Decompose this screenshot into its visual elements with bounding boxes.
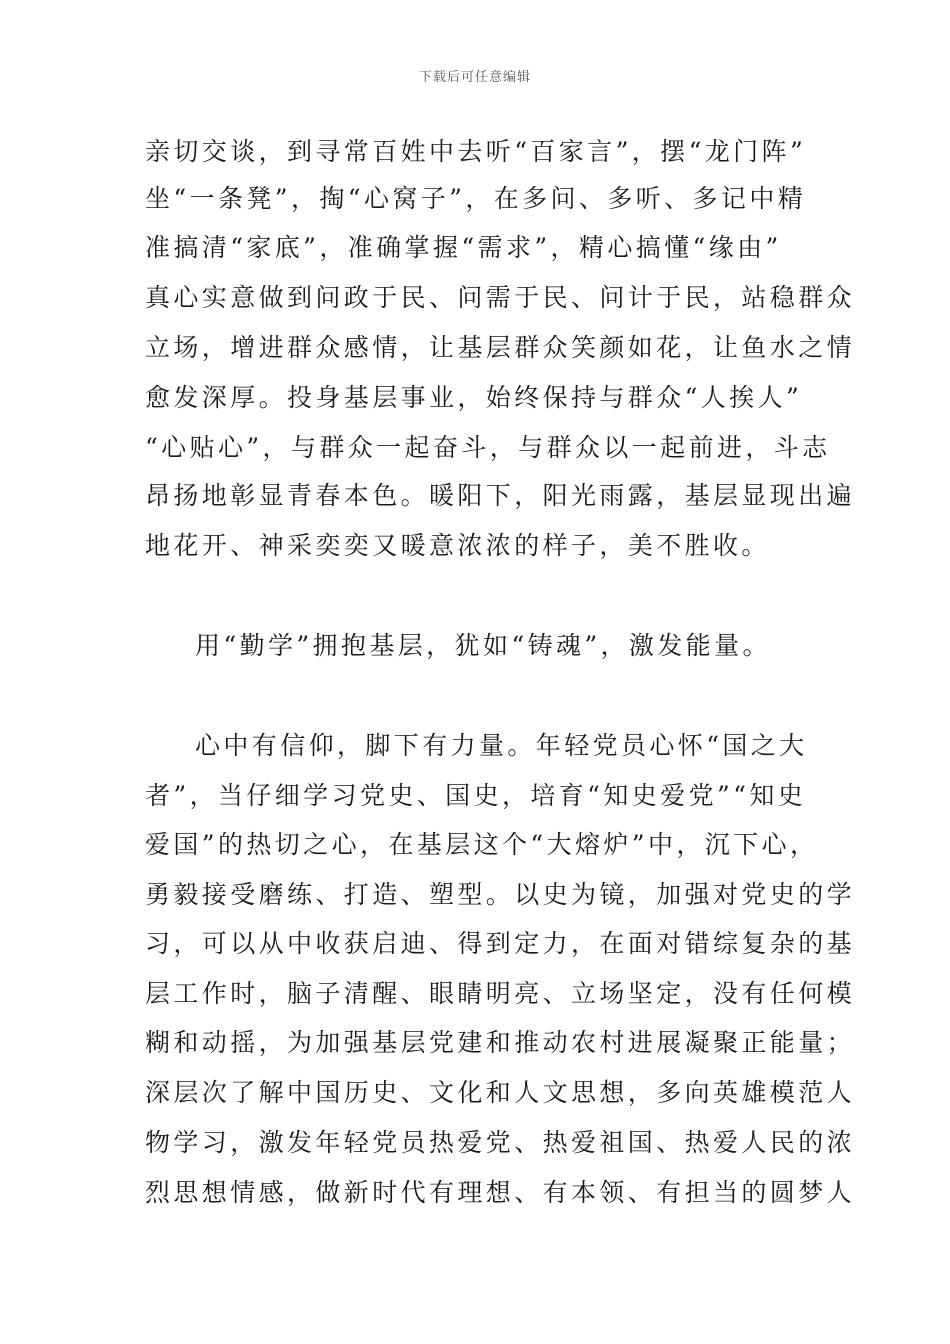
text-line: 昂扬地彰显青春本色。暖阳下，阳光雨露，基层显现出遍 xyxy=(145,481,856,510)
text-line: 习，可以从中收获启迪、得到定力，在面对错综复杂的基 xyxy=(145,929,856,958)
text-line: 层工作时，脑子清醒、眼睛明亮、立场坚定，没有任何模 xyxy=(145,979,856,1008)
text-line: 烈思想情感，做新时代有理想、有本领、有担当的圆梦人 xyxy=(145,1178,856,1207)
text-line: 立场，增进群众感情，让基层群众笑颜如花，让鱼水之情 xyxy=(145,333,856,362)
text-line: 真心实意做到问政于民、问需于民、问计于民，站稳群众 xyxy=(145,283,856,312)
text-line: 物学习，激发年轻党员热爱党、热爱祖国、热爱人民的浓 xyxy=(145,1128,856,1157)
text-line: “心贴心”，与群众一起奋斗，与群众以一起前进，斗志 xyxy=(145,433,831,462)
text-line: 勇毅接受磨练、打造、塑型。以史为镜，加强对党史的学 xyxy=(145,880,856,909)
text-line: 准搞清“家底”，准确掌握“需求”，精心搞懂“缘由” xyxy=(145,233,782,262)
text-line: 亲切交谈，到寻常百姓中去听“百家言”，摆“龙门阵” xyxy=(145,137,807,166)
text-line: 愈发深厚。投身基层事业，始终保持与群众“人挨人” xyxy=(145,383,803,412)
text-line: 坐“一条凳”，掏“心窝子”，在多问、多听、多记中精 xyxy=(145,184,807,213)
text-line: 心中有信仰，脚下有力量。年轻党员心怀“国之大 xyxy=(195,731,808,760)
section-heading: 用“勤学”拥抱基层，犹如“铸魂”，激发能量。 xyxy=(195,631,771,660)
text-line: 者”，当仔细学习党史、国史，培育“知史爱党”“知史 xyxy=(145,781,807,810)
text-line: 深层次了解中国历史、文化和人文思想，多向英雄模范人 xyxy=(145,1078,856,1107)
text-line: 爱国”的热切之心，在基层这个“大熔炉”中，沉下心， xyxy=(145,830,819,859)
text-line: 地花开、神采奕奕又暖意浓浓的样子，美不胜收。 xyxy=(145,531,770,560)
page-header: 下载后可任意编辑 xyxy=(418,70,531,85)
text-line: 糊和动摇，为加强基层党建和推动农村进展凝聚正能量； xyxy=(145,1028,856,1057)
